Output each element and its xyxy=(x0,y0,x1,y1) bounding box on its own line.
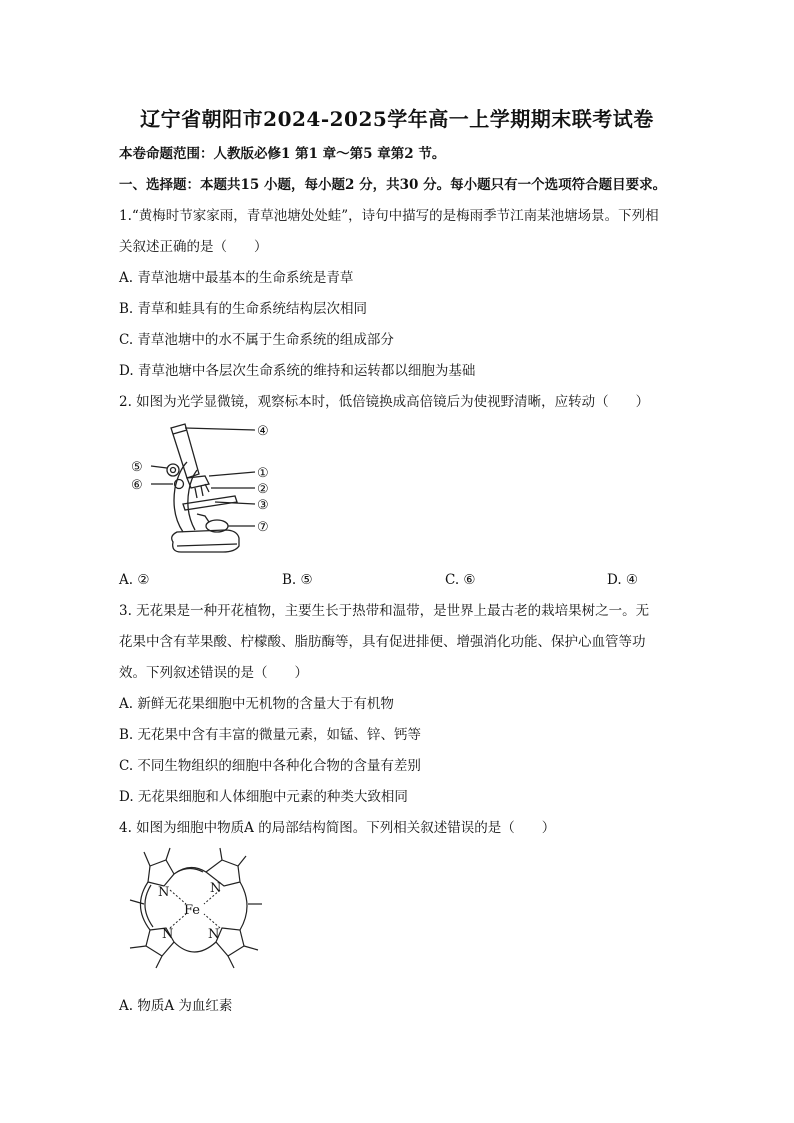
q3-option-d: D. 无花果细胞和人体细胞中元素的种类大致相同 xyxy=(119,789,408,805)
label-5: ⑤ xyxy=(131,460,143,475)
n-label-top-left: N xyxy=(158,885,170,900)
q3-option-a: A. 新鲜无花果细胞中无机物的含量大于有机物 xyxy=(119,696,394,712)
page-title: 辽宁省朝阳市2024-2025学年高一上学期期末联考试卷 xyxy=(140,107,654,131)
label-6: ⑥ xyxy=(131,478,143,493)
q2-option-b: B. ⑤ xyxy=(282,572,313,588)
q1-option-a: A. 青草池塘中最基本的生命系统是青草 xyxy=(119,270,354,286)
fe-label: Fe xyxy=(184,903,201,918)
microscope-drawing xyxy=(151,424,255,552)
label-7: ⑦ xyxy=(257,520,269,535)
n-label-bottom-right: N xyxy=(208,927,220,942)
label-4: ④ xyxy=(257,424,269,439)
n-label-bottom-left: N xyxy=(162,927,174,942)
q3-option-b: B. 无花果中含有丰富的微量元素，如锰、锌、钙等 xyxy=(119,727,422,743)
q3-stem-line1: 3. 无花果是一种开花植物，主要生长于热带和温带，是世界上最古老的栽培果树之一。无 xyxy=(119,603,650,619)
heme-structure-figure xyxy=(122,842,272,982)
q3-stem-line2: 花果中含有苹果酸、柠檬酸、脂肪酶等，具有促进排便、增强消化功能、保护心血管等功 xyxy=(119,634,646,650)
q4-stem: 4. 如图为细胞中物质A 的局部结构简图。下列相关叙述错误的是（ ） xyxy=(119,820,556,836)
q1-stem-line1: 1.“黄梅时节家家雨，青草池塘处处蛙”，诗句中描写的是梅雨季节江南某池塘场景。下列相 xyxy=(119,208,659,224)
section-heading: 一、选择题：本题共15 小题，每小题2 分，共30 分。每小题只有一个选项符合题目要求。 xyxy=(119,177,667,193)
q3-stem-line3: 效。下列叙述错误的是（ ） xyxy=(119,665,308,681)
q1-option-d: D. 青草池塘中各层次生命系统的维持和运转都以细胞为基础 xyxy=(119,363,476,379)
label-1: ① xyxy=(257,466,269,481)
q2-stem: 2. 如图为光学显微镜，观察标本时，低倍镜换成高倍镜后为使视野清晰，应转动（ ） xyxy=(119,394,650,410)
q2-option-c: C. ⑥ xyxy=(445,572,476,588)
label-2: ② xyxy=(257,482,269,497)
n-label-top-right: N xyxy=(210,881,222,896)
microscope-figure xyxy=(125,418,285,560)
q3-option-c: C. 不同生物组织的细胞中各种化合物的含量有差别 xyxy=(119,758,421,774)
q2-option-d: D. ④ xyxy=(607,572,639,588)
label-3: ③ xyxy=(257,498,269,513)
q1-stem-line2: 关叙述正确的是（ ） xyxy=(119,239,268,255)
q1-option-c: C. 青草池塘中的水不属于生命系统的组成部分 xyxy=(119,332,394,348)
q4-option-a: A. 物质A 为血红素 xyxy=(119,998,233,1014)
q1-option-b: B. 青草和蛙具有的生命系统结构层次相同 xyxy=(119,301,368,317)
scope-note: 本卷命题范围：人教版必修1 第1 章～第5 章第2 节。 xyxy=(119,146,446,162)
q2-option-a: A. ② xyxy=(119,572,150,588)
